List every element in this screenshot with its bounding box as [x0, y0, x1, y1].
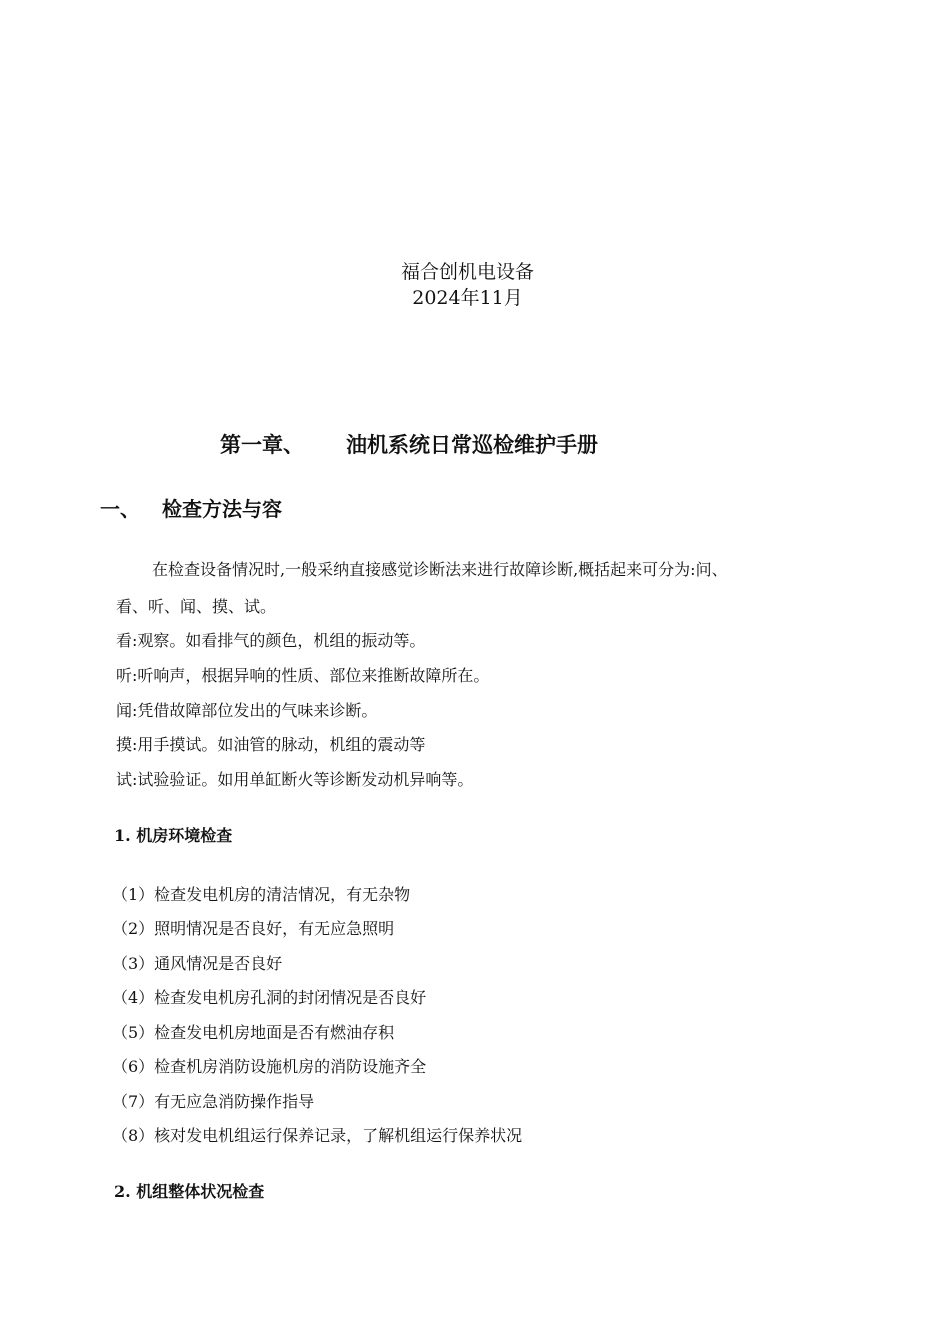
intro-line-2: 看、听、闻、摸、试。 [116, 597, 277, 616]
list-item: （5）检查发电机房地面是否有燃油存积 [112, 1023, 395, 1042]
company-name: 福合创机电设备 [400, 261, 534, 283]
list-item: （8）核对发电机组运行保养记录，了解机组运行保养状况 [112, 1126, 523, 1145]
list-item: （6）检查机房消防设施机房的消防设施齐全 [112, 1057, 427, 1076]
section-heading [100, 494, 282, 524]
method-touch: 摸:用手摸试。如油管的脉动，机组的震动等 [116, 735, 426, 754]
list-item: （2）照明情况是否良好，有无应急照明 [112, 919, 395, 938]
list-item: （7）有无应急消防操作指导 [112, 1092, 315, 1111]
chapter-heading [220, 429, 598, 461]
method-smell: 闻:凭借故障部位发出的气味来诊断。 [116, 701, 378, 720]
method-look: 看:观察。如看排气的颜色，机组的振动等。 [116, 631, 426, 650]
subsection-title-2: 2. 机组整体状况检查 [114, 1182, 265, 1201]
intro-line-1: 在检查设备情况时,一般采纳直接感觉诊断法来进行故障诊断,概括起来可分为:问、 [152, 560, 728, 579]
method-test: 试:试验验证。如用单缸断火等诊断发动机异响等。 [116, 770, 474, 789]
list-item: （4）检查发电机房孔洞的封闭情况是否良好 [112, 988, 427, 1007]
chapter-title: 油机系统日常巡检维护手册 [346, 432, 598, 457]
cover-date: 2024年11月 [412, 287, 523, 309]
subsection-title-1: 1. 机房环境检查 [114, 826, 233, 845]
list-item: （3）通风情况是否良好 [112, 954, 283, 973]
section-title: 检查方法与容 [162, 497, 282, 521]
method-listen: 听:听响声，根据异响的性质、部位来推断故障所在。 [116, 666, 490, 685]
list-item: （1）检查发电机房的清洁情况，有无杂物 [112, 885, 411, 904]
section-number: 一、 [100, 497, 140, 521]
chapter-number: 第一章、 [220, 432, 304, 457]
